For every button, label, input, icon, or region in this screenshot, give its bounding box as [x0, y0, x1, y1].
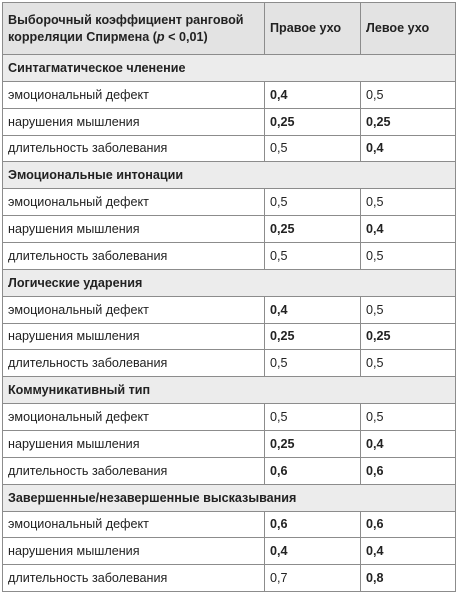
row-label: длительность заболевания: [3, 135, 265, 162]
row-label: нарушения мышления: [3, 108, 265, 135]
right-ear-value: 0,25: [265, 430, 361, 457]
left-ear-value: 0,25: [361, 323, 456, 350]
header-coefficient-line1: Выборочный коэффициент ранговой: [8, 12, 244, 27]
left-ear-value: 0,5: [361, 189, 456, 216]
left-ear-value: 0,4: [361, 135, 456, 162]
table-row: [3, 108, 456, 135]
left-ear-value: 0,5: [361, 350, 456, 377]
section-title: Эмоциональные интонации: [3, 162, 456, 189]
header-left-ear: Левое ухо: [361, 3, 456, 55]
right-ear-value: 0,5: [265, 242, 361, 269]
table-row: [3, 189, 456, 216]
table-row: [3, 565, 456, 592]
table-row: [3, 242, 456, 269]
row-label: длительность заболевания: [3, 457, 265, 484]
right-ear-value: 0,25: [265, 323, 361, 350]
right-ear-value: 0,25: [265, 108, 361, 135]
section-header-row: [3, 55, 456, 82]
row-label: эмоциональный дефект: [3, 511, 265, 538]
table-row: [3, 350, 456, 377]
section-header-row: [3, 269, 456, 296]
row-label: длительность заболевания: [3, 242, 265, 269]
left-ear-value: 0,5: [361, 296, 456, 323]
row-label: эмоциональный дефект: [3, 189, 265, 216]
row-label: длительность заболевания: [3, 350, 265, 377]
right-ear-value: 0,6: [265, 511, 361, 538]
row-label: нарушения мышления: [3, 538, 265, 565]
table-row: [3, 430, 456, 457]
right-ear-value: 0,25: [265, 216, 361, 243]
table-body: [3, 55, 456, 592]
right-ear-value: 0,5: [265, 404, 361, 431]
left-ear-value: 0,25: [361, 108, 456, 135]
right-ear-value: 0,5: [265, 350, 361, 377]
right-ear-value: 0,4: [265, 296, 361, 323]
header-p-symbol: p: [156, 29, 165, 44]
right-ear-value: 0,5: [265, 189, 361, 216]
left-ear-value: 0,5: [361, 82, 456, 109]
header-right-ear: Правое ухо: [265, 3, 361, 55]
right-ear-value: 0,4: [265, 82, 361, 109]
row-label: эмоциональный дефект: [3, 296, 265, 323]
header-coefficient-line2a: корреляции Спирмена (: [8, 29, 157, 44]
row-label: эмоциональный дефект: [3, 404, 265, 431]
right-ear-value: 0,4: [265, 538, 361, 565]
left-ear-value: 0,5: [361, 242, 456, 269]
table-row: [3, 216, 456, 243]
right-ear-value: 0,6: [265, 457, 361, 484]
section-title: Коммуникативный тип: [3, 377, 456, 404]
row-label: эмоциональный дефект: [3, 82, 265, 109]
left-ear-value: 0,6: [361, 457, 456, 484]
table-row: [3, 457, 456, 484]
correlation-table: [2, 2, 456, 592]
table-row: [3, 323, 456, 350]
table-row: [3, 404, 456, 431]
row-label: нарушения мышления: [3, 430, 265, 457]
table-row: [3, 82, 456, 109]
header-coefficient-line2b: < 0,01): [164, 29, 208, 44]
section-header-row: [3, 377, 456, 404]
left-ear-value: 0,4: [361, 538, 456, 565]
table-row: [3, 511, 456, 538]
left-ear-value: 0,4: [361, 216, 456, 243]
row-label: нарушения мышления: [3, 323, 265, 350]
section-header-row: [3, 162, 456, 189]
table-row: [3, 296, 456, 323]
section-header-row: [3, 484, 456, 511]
section-title: Завершенные/незавершенные высказывания: [3, 484, 456, 511]
header-coefficient: [3, 3, 265, 55]
left-ear-value: 0,6: [361, 511, 456, 538]
section-title: Синтагматическое членение: [3, 55, 456, 82]
table-row: [3, 135, 456, 162]
table-header-row: [3, 3, 456, 55]
row-label: длительность заболевания: [3, 565, 265, 592]
row-label: нарушения мышления: [3, 216, 265, 243]
right-ear-value: 0,7: [265, 565, 361, 592]
left-ear-value: 0,5: [361, 404, 456, 431]
right-ear-value: 0,5: [265, 135, 361, 162]
left-ear-value: 0,4: [361, 430, 456, 457]
section-title: Логические ударения: [3, 269, 456, 296]
left-ear-value: 0,8: [361, 565, 456, 592]
table-row: [3, 538, 456, 565]
